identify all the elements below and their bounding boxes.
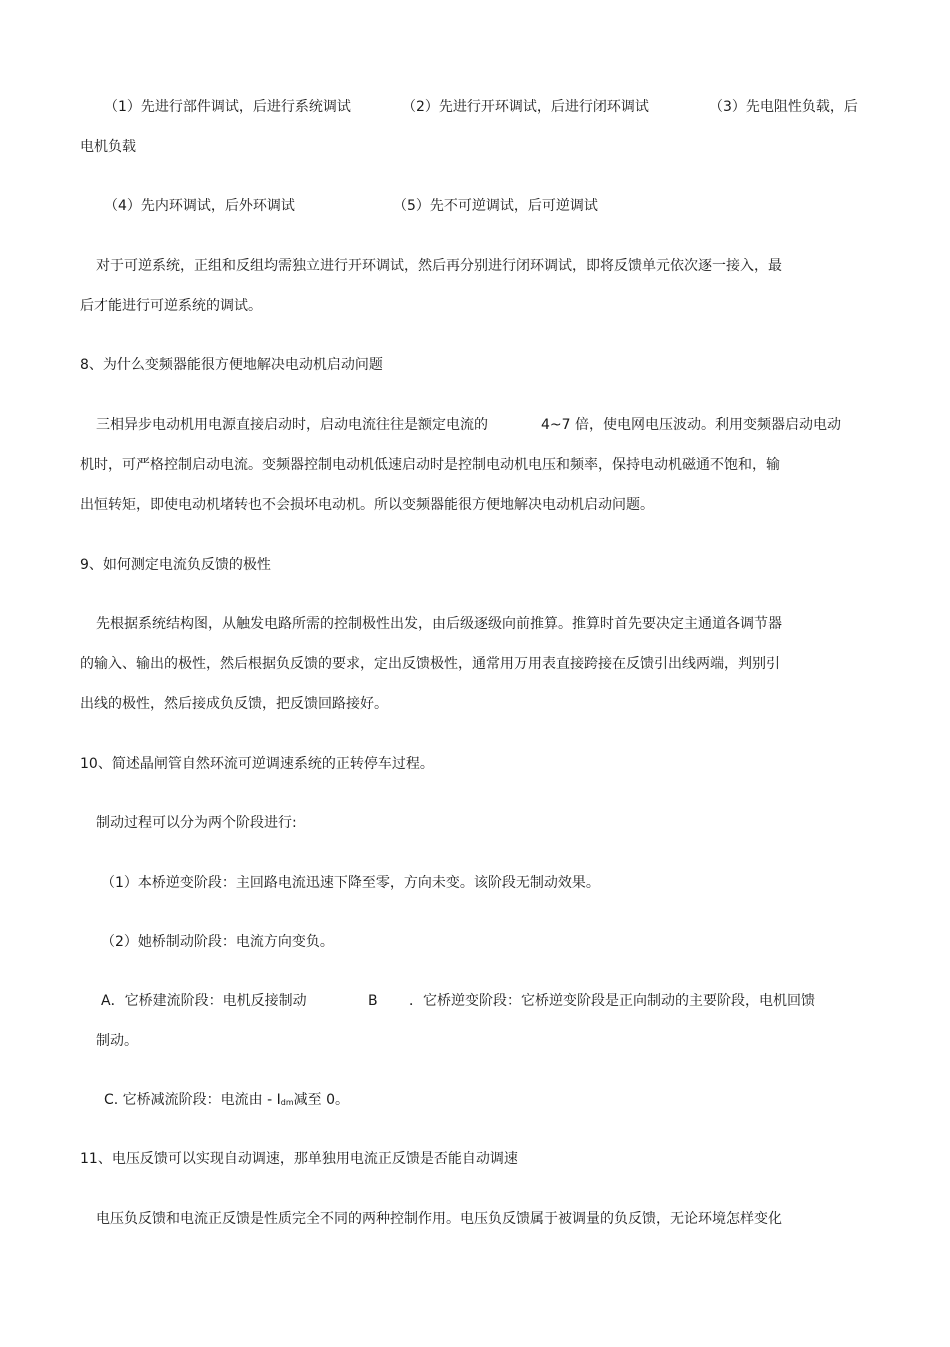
question-heading-9: 9、如何测定电流负反馈的极性 [80,557,271,573]
paragraph-line: 先根据系统结构图，从触发电路所需的控制极性出发，由后级逐级向前推算。推算时首先要决定主通道各调节器 [96,616,782,632]
list-item-3-continuation: 电机负载 [80,139,136,155]
paragraph-line: 三相异步电动机用电源直接启动时，启动电流往往是额定电流的 [96,417,488,433]
paragraph-line: 4~7 倍，使电网电压波动。利用变频器启动电动 [541,417,841,433]
list-item-4: （4）先内环调试，后外环调试 [104,198,295,214]
sub-stage-a: A．它桥建流阶段：电机反接制动 [101,993,307,1009]
stage-item-1: （1）本桥逆变阶段：主回路电流迅速下降至零，方向未变。该阶段无制动效果。 [101,875,600,891]
subscript-dm: dm [280,1098,294,1107]
list-item-1: （1）先进行部件调试，后进行系统调试 [104,99,351,115]
paragraph-line: 出恒转矩，即使电动机堵转也不会损坏电动机。所以变频器能很方便地解决电动机启动问题。 [80,497,654,513]
paragraph-line: 机时，可严格控制启动电流。变频器控制电动机低速启动时是控制电动机电压和频率，保持电动机磁通不饱和，输 [80,457,780,473]
list-item-2: （2）先进行开环调试，后进行闭环调试 [402,99,649,115]
question-heading-8: 8、为什么变频器能很方便地解决电动机启动问题 [80,357,383,373]
list-item-3: （3）先电阻性负载，后 [709,99,858,115]
sub-stage-c [104,1091,349,1112]
sub-stage-c-text: C. 它桥减流阶段：电流由 - I [104,1092,281,1108]
question-heading-11: 11、电压反馈可以实现自动调速，那单独用电流正反馈是否能自动调速 [80,1151,518,1167]
paragraph-line: 对于可逆系统，正组和反组均需独立进行开环调试，然后再分别进行闭环调试，即将反馈单元依次逐一接入，最 [96,258,782,274]
sub-stage-c-text-end: 减至 0。 [293,1092,349,1108]
stage-item-2: （2）她桥制动阶段：电流方向变负。 [101,934,334,950]
paragraph-line: 制动过程可以分为两个阶段进行: [96,815,297,831]
question-heading-10: 10、简述晶闸管自然环流可逆调速系统的正转停车过程。 [80,756,434,772]
paragraph-line: 的输入、输出的极性，然后根据负反馈的要求，定出反馈极性，通常用万用表直接跨接在反馈引出线两端，判别引 [80,656,780,672]
sub-stage-b: ．它桥逆变阶段：它桥逆变阶段是正向制动的主要阶段，电机回馈 [409,993,815,1009]
sub-stage-b-letter: B [368,993,378,1009]
paragraph-line: 后才能进行可逆系统的调试。 [80,298,262,314]
paragraph-line: 出线的极性，然后接成负反馈，把反馈回路接好。 [80,696,388,712]
paragraph-line: 电压负反馈和电流正反馈是性质完全不同的两种控制作用。电压负反馈属于被调量的负反馈，无论环境怎样变化 [96,1211,782,1227]
list-item-5: （5）先不可逆调试，后可逆调试 [393,198,598,214]
sub-stage-b-continuation: 制动。 [96,1033,138,1049]
